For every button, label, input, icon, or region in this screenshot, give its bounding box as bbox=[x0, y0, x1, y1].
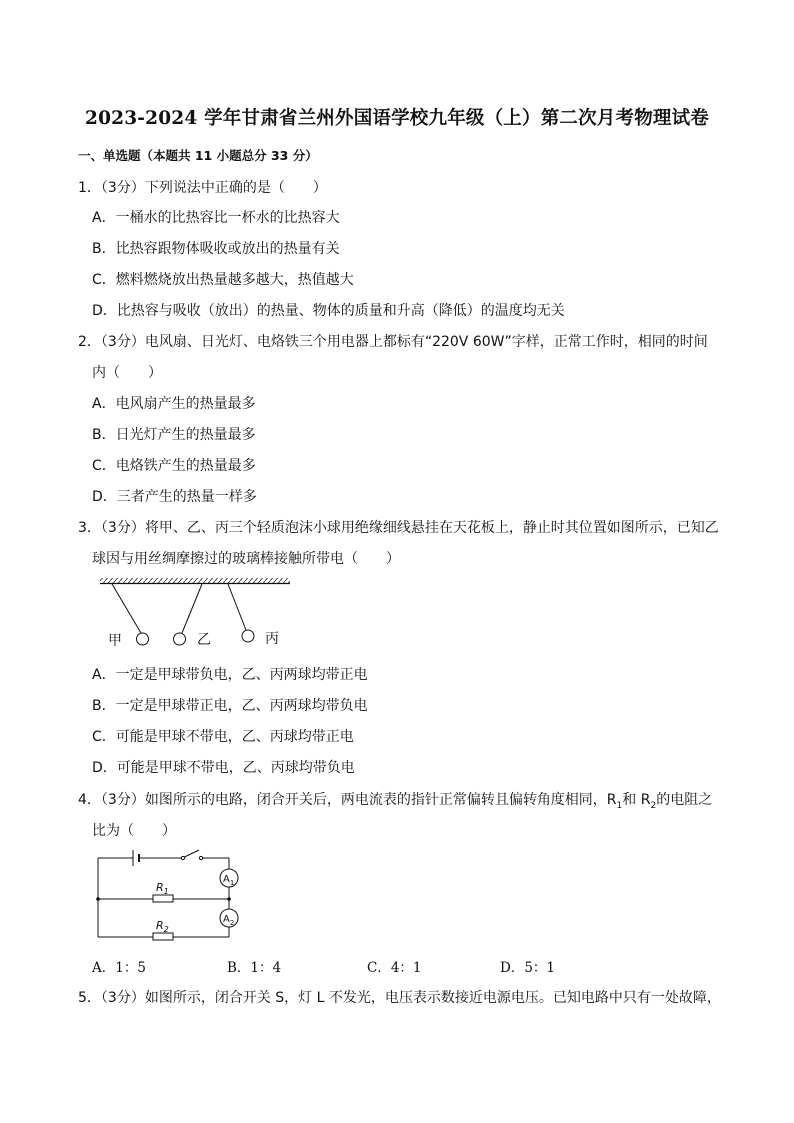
question-5-stem-line1: 5．（3分）如图所示，闭合开关 S，灯 L 不发光，电压表示数接近电源电压。已知电路中只有一处故障， bbox=[78, 990, 721, 1006]
a1-label: $A_1$ bbox=[223, 874, 235, 887]
thread-yi bbox=[182, 584, 202, 633]
question-4-stem-line1: 4．（3分）如图所示的电路，闭合开关后，两电流表的指针正常偏转且偏转角度相同，$R_1$和 $R_2$的电阻之 bbox=[78, 792, 713, 811]
ball-yi bbox=[174, 633, 186, 645]
question-3-option-b: B．一定是甲球带正电，乙、丙两球均带负电 bbox=[92, 698, 368, 714]
ceiling-hatch bbox=[100, 578, 290, 583]
question-3-option-a: A．一定是甲球带负电，乙、丙两球均带正电 bbox=[92, 667, 368, 683]
junction-right bbox=[227, 897, 231, 901]
question-2-option-d: D．三者产生的热量一样多 bbox=[92, 489, 257, 505]
question-2-option-b: B．日光灯产生的热量最多 bbox=[92, 427, 256, 443]
page-title: 2023-2024 学年甘肃省兰州外国语学校九年级（上）第二次月考物理试卷 bbox=[85, 108, 709, 129]
question-1-option-c: C．燃料燃烧放出热量越多越大，热值越大 bbox=[92, 272, 354, 288]
resistor-r2 bbox=[153, 933, 173, 940]
question-1-option-a: A．一桶水的比热容比一杯水的比热容大 bbox=[92, 210, 340, 226]
question-2-option-c: C．电烙铁产生的热量最多 bbox=[92, 458, 256, 474]
question-3-stem-line1: 3．（3分）将甲、乙、丙三个轻质泡沫小球用绝缘细线悬挂在天花板上，静止时其位置如图所示，已知乙 bbox=[78, 520, 719, 536]
question-4-stem-line2: 比为（ ） bbox=[92, 823, 176, 839]
question-2-stem-line1: 2．（3分）电风扇、日光灯、电烙铁三个用电器上都标有“220V 60W”字样，正常工作时，相同的时间 bbox=[78, 334, 708, 350]
question-2-option-a: A．电风扇产生的热量最多 bbox=[92, 396, 256, 412]
ball-bing bbox=[242, 630, 254, 642]
thread-jia bbox=[112, 584, 141, 633]
question-4-option-b: B．1：4 bbox=[227, 960, 282, 976]
question-1-option-b: B．比热容跟物体吸收或放出的热量有关 bbox=[92, 241, 340, 257]
thread-bing bbox=[228, 584, 246, 630]
switch-blade bbox=[185, 850, 200, 857]
label-jia: 甲 bbox=[108, 633, 122, 649]
r1-label: $R_1$ bbox=[156, 881, 169, 896]
a2-label: $A_2$ bbox=[223, 914, 235, 927]
resistor-r1 bbox=[153, 895, 173, 902]
question-2-stem-line2: 内（ ） bbox=[92, 365, 162, 381]
question-3-option-c: C．可能是甲球不带电，乙、丙球均带正电 bbox=[92, 729, 354, 745]
question-3-stem-line2: 球因与用丝绸摩擦过的玻璃棒接触所带电（ ） bbox=[92, 551, 400, 567]
label-yi: 乙 bbox=[197, 632, 211, 648]
circuit-figure bbox=[95, 845, 255, 945]
question-4-option-c: C．4：1 bbox=[367, 960, 422, 976]
section-heading: 一、单选题（本题共 11 小题总分 33 分） bbox=[78, 148, 318, 163]
label-bing: 丙 bbox=[265, 631, 279, 647]
r2-label: $R_2$ bbox=[156, 919, 169, 934]
question-4-option-d: D．5：1 bbox=[500, 960, 556, 976]
ball-jia bbox=[137, 633, 149, 645]
question-4-option-a: A．1：5 bbox=[92, 960, 146, 976]
question-1-stem: 1．（3分）下列说法中正确的是（ ） bbox=[78, 180, 327, 196]
question-3-option-d: D．可能是甲球不带电，乙、丙球均带负电 bbox=[92, 760, 355, 776]
junction-left bbox=[96, 897, 100, 901]
question-1-option-d: D．比热容与吸收（放出）的热量、物体的质量和升高（降低）的温度均无关 bbox=[92, 303, 565, 319]
